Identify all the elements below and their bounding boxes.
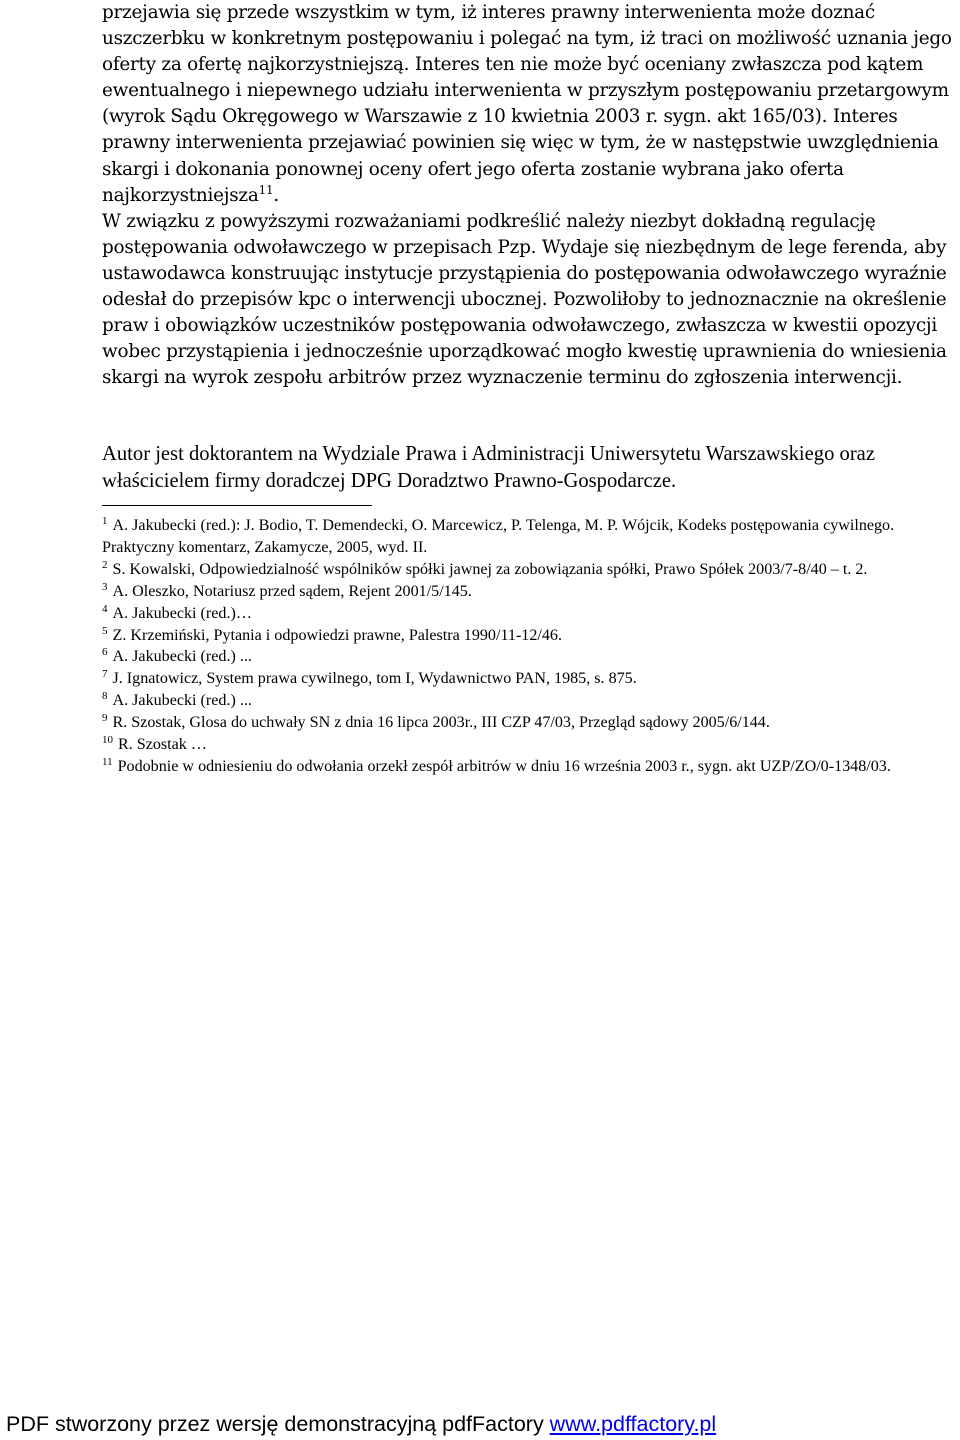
- body-paragraph-2: W związku z powyższymi rozważaniami podkreślić należy niezbyt dokładną regulację postępowania odwoławczego w przepisach Pzp. Wydaje się niezbędnym de lege ferenda, aby ustawodawca konstruując instytucje przystąpienia do postępowania odwoławczego wyraźnie odesłał do przepisów kpc o interwencji ubocznej. Pozwoliłoby to jednoznacznie na określenie praw i obowiązków uczestników postępowania odwoławczego, zwłaszcza w kwestii opozycji wobec przystąpienia i jednocześnie uporządkować mogło kwestię uprawnienia do wniesienia skargi na wyrok zespołu arbitrów przez wyznaczenie terminu do zgłoszenia interwencji.: [102, 210, 947, 389]
- footnote-text: S. Kowalski, Odpowiedzialność wspólników spółki jawnej za zobowiązania spółki, Prawo Spółek 2003/7-8/40 – t. 2.: [112, 560, 868, 578]
- footnote-item: [102, 712, 954, 734]
- footnote-number: 4: [102, 602, 108, 615]
- footnote-reference: 11: [258, 182, 274, 197]
- footnote-item: [102, 581, 954, 603]
- footnote-text: J. Ignatowicz, System prawa cywilnego, tom I, Wydawnictwo PAN, 1985, s. 875.: [112, 670, 637, 688]
- footnote-item: [102, 603, 954, 625]
- footnote-item: [102, 734, 954, 756]
- document-page: [102, 0, 954, 775]
- footnote-text: Z. Krzemiński, Pytania i odpowiedzi prawne, Palestra 1990/11-12/46.: [112, 626, 562, 644]
- paragraph-text: przejawia się przede wszystkim w tym, iż interes prawny interwenienta może doznać uszczerbku w konkretnym postępowaniu i polegać na tym, iż traci on możliwość uznania jego oferty za ofertę najkorzystniejszą. Interes ten nie może być oceniany zwłaszcza pod kątem ewentualnego i niepewnego udziału interwenienta w przyszłym postępowaniu przetargowym (wyrok Sądu Okręgowego w Warszawie z 10 kwietnia 2003 r. sygn. akt 165/03). Interes prawny interwenienta przejawiać powinien się więc w tym, że w następstwie uwzględnienia skargi i dokonania ponownej oceny ofert jego oferta zostanie wybrana jako oferta najkorzystniejsza: [102, 2, 952, 206]
- footnote-item: [102, 668, 954, 690]
- footnote-text: R. Szostak …: [118, 736, 207, 754]
- footnote-item: [102, 756, 954, 778]
- footnote-number: 8: [102, 690, 108, 703]
- footnote-number: 3: [102, 580, 108, 593]
- footnote-item: [102, 625, 954, 647]
- footnote-item: [102, 515, 954, 559]
- footnote-text: A. Jakubecki (red.): J. Bodio, T. Demendecki, O. Marcewicz, P. Telenga, M. P. Wójcik, Kodeks postępowania cywilnego. Praktyczny komentarz, Zakamycze, 2005, wyd. II.: [102, 517, 895, 556]
- footnote-number: 10: [102, 734, 113, 747]
- footnote-number: 9: [102, 712, 108, 725]
- footnote-number: 1: [102, 515, 108, 527]
- footnote-text: R. Szostak, Glosa do uchwały SN z dnia 16 lipca 2003r., III CZP 47/03, Przegląd sądowy 2005/6/144.: [112, 714, 770, 732]
- footnote-text: Podobnie w odniesieniu do odwołania orzekł zespół arbitrów w dniu 16 września 2003 r., sygn. akt UZP/ZO/0-1348/03.: [117, 757, 891, 775]
- footnote-text: A. Oleszko, Notariusz przed sądem, Rejent 2001/5/145.: [112, 582, 472, 600]
- body-paragraph-1: [102, 0, 954, 209]
- pdf-watermark-footer: [6, 1411, 716, 1437]
- footnote-item: [102, 690, 954, 712]
- footnote-number: 7: [102, 668, 108, 681]
- footnote-separator: [102, 505, 372, 506]
- pdf-footer-text: PDF stworzony przez wersję demonstracyjną pdfFactory: [6, 1412, 550, 1436]
- footnote-number: 6: [102, 646, 108, 659]
- footnote-item: [102, 646, 954, 668]
- footnotes-list: [102, 515, 954, 778]
- footnote-number: 2: [102, 558, 108, 571]
- author-note: Autor jest doktorantem na Wydziale Prawa i Administracji Uniwersytetu Warszawskiego oraz właścicielem firmy doradczej DPG Doradztwo Prawno-Gospodarcze.: [102, 443, 875, 492]
- footnote-number: 11: [102, 755, 113, 768]
- footnote-text: A. Jakubecki (red.) ...: [112, 648, 252, 666]
- footnote-text: A. Jakubecki (red.)…: [112, 604, 252, 622]
- footnote-item: [102, 559, 954, 581]
- footnote-number: 5: [102, 624, 108, 637]
- footnote-text: A. Jakubecki (red.) ...: [112, 692, 252, 710]
- paragraph-period: .: [273, 184, 279, 206]
- pdffactory-link[interactable]: www.pdffactory.pl: [549, 1412, 717, 1436]
